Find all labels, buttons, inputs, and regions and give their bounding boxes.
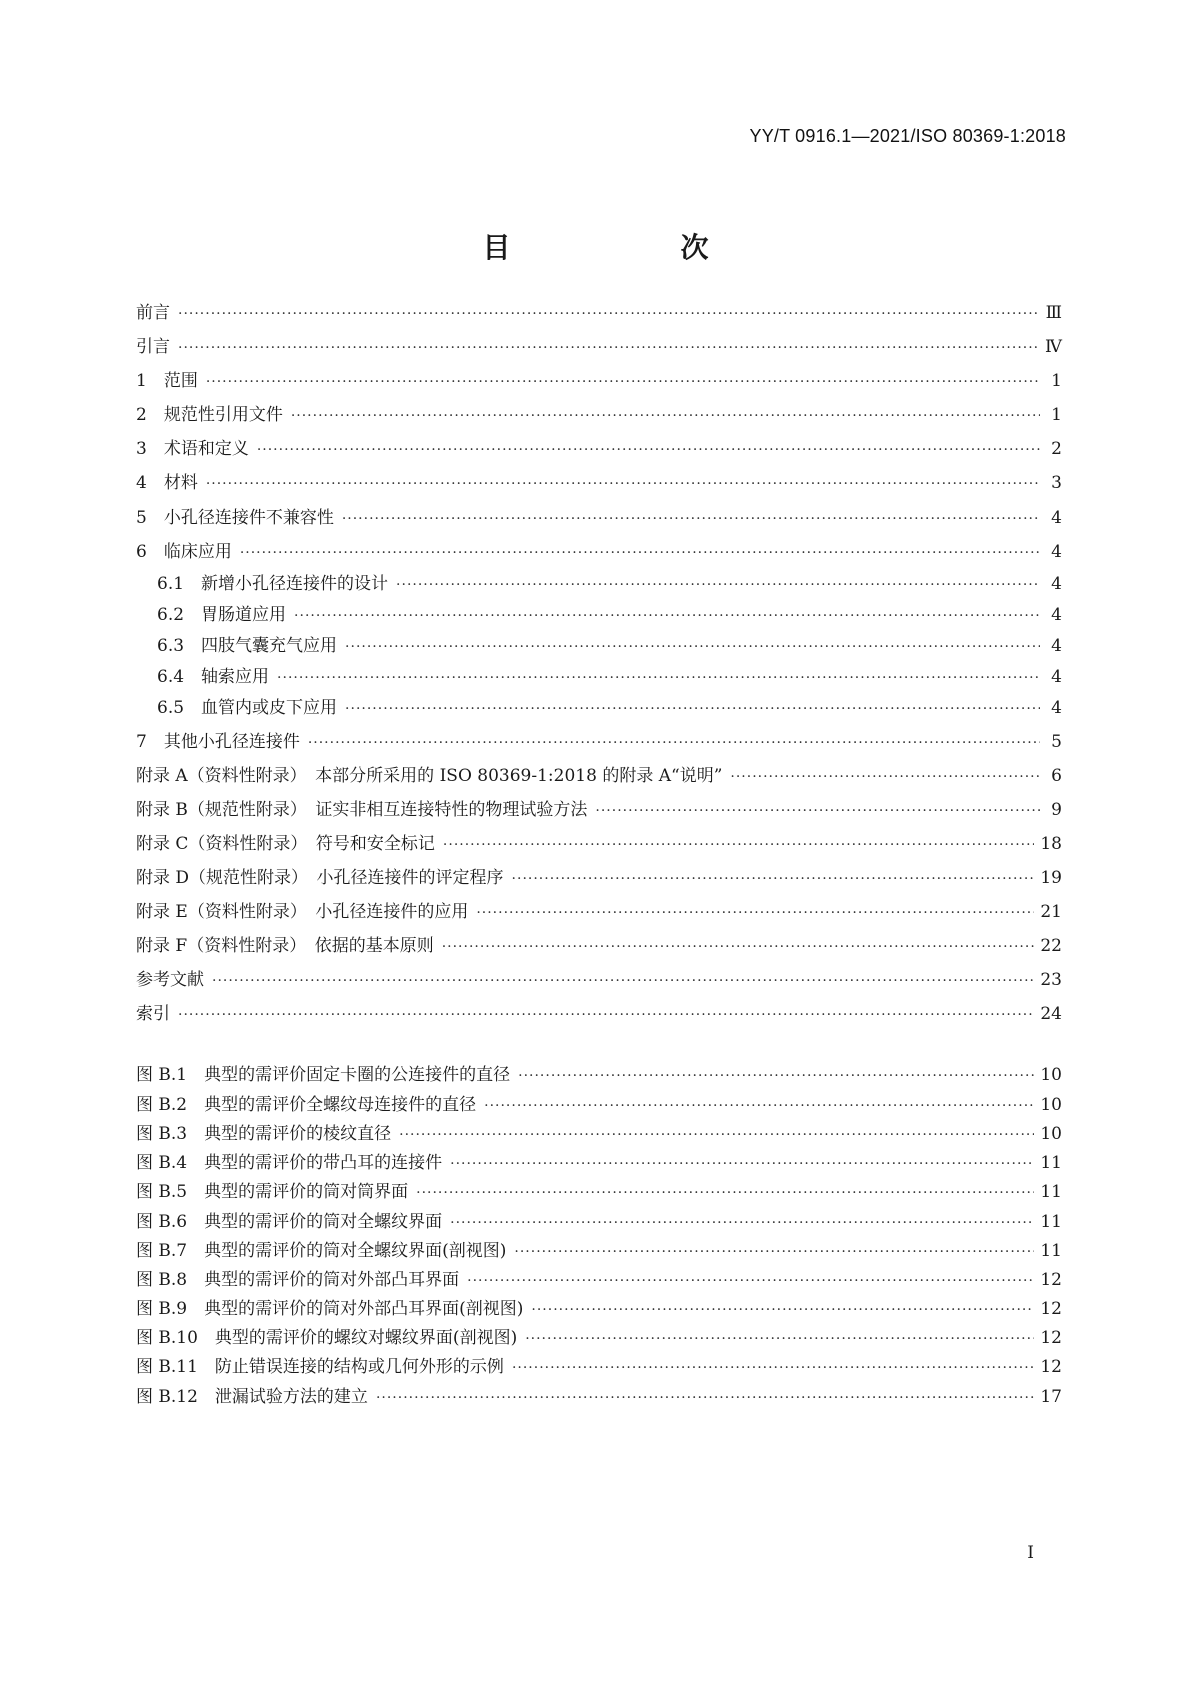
toc-entry-page: 1	[1051, 405, 1062, 425]
toc-entry-label: 2 规范性引用文件	[136, 405, 283, 425]
toc-entry-page: 23	[1040, 970, 1062, 990]
leader-dots	[531, 1299, 1034, 1321]
toc-entry-7[interactable]	[136, 731, 1062, 753]
figure-entry-b1[interactable]	[136, 1064, 1062, 1086]
leader-dots	[514, 1241, 1034, 1263]
figure-entry-b4[interactable]	[136, 1152, 1062, 1174]
figure-entry-page: 12	[1040, 1357, 1062, 1377]
toc-entry-page: 4	[1051, 605, 1062, 625]
leader-dots	[416, 1182, 1034, 1204]
toc-entry-page: 4	[1051, 508, 1062, 528]
leader-dots	[512, 1357, 1034, 1379]
toc-entry-label: 参考文献	[136, 970, 204, 990]
leader-dots	[443, 834, 1034, 856]
toc-entry-page: 2	[1051, 439, 1062, 459]
figure-entry-page: 17	[1040, 1387, 1062, 1407]
toc-entry-annex-a[interactable]	[136, 765, 1062, 787]
figure-entry-b9[interactable]	[136, 1298, 1062, 1320]
toc-entry-label: 6.3 四肢气囊充气应用	[157, 636, 338, 656]
toc-entry-4[interactable]	[136, 472, 1062, 494]
toc-entry-page: 21	[1040, 902, 1062, 922]
toc-entry-label: 附录 D（规范性附录） 小孔径连接件的评定程序	[136, 868, 504, 888]
toc-entry-introduction[interactable]	[136, 336, 1062, 358]
leader-dots	[730, 766, 1040, 788]
toc-entry-6[interactable]	[136, 541, 1062, 563]
figure-entry-b7[interactable]	[136, 1240, 1062, 1262]
toc-entry-page: 24	[1040, 1004, 1062, 1024]
toc-entry-page: 1	[1051, 371, 1062, 391]
leader-dots	[450, 1153, 1034, 1175]
toc-entry-annex-f[interactable]	[136, 935, 1062, 957]
leader-dots	[467, 1270, 1034, 1292]
figure-entry-page: 11	[1040, 1212, 1062, 1232]
toc-entry-page: Ⅳ	[1045, 337, 1062, 357]
toc-entry-annex-d[interactable]	[136, 867, 1062, 889]
toc-entry-label: 前言	[136, 303, 170, 323]
figure-entry-b8[interactable]	[136, 1269, 1062, 1291]
figure-entry-b12[interactable]	[136, 1386, 1062, 1408]
toc-entry-page: 22	[1040, 936, 1062, 956]
figure-entry-page: 10	[1040, 1065, 1062, 1085]
leader-dots	[257, 439, 1040, 461]
toc-entry-label: 引言	[136, 337, 170, 357]
toc-entry-6-4[interactable]	[157, 666, 1062, 688]
toc-entry-label: 附录 F（资料性附录） 依据的基本原则	[136, 936, 434, 956]
page-number: I	[1027, 1543, 1034, 1563]
leader-dots	[450, 1212, 1034, 1234]
leader-dots	[277, 667, 1040, 689]
standard-code: YY/T 0916.1—2021/ISO 80369-1:2018	[749, 126, 1066, 146]
leader-dots	[308, 732, 1040, 754]
figure-entry-b3[interactable]	[136, 1123, 1062, 1145]
figure-entry-b10[interactable]	[136, 1327, 1062, 1349]
toc-entry-annex-c[interactable]	[136, 833, 1062, 855]
figure-entry-b5[interactable]	[136, 1181, 1062, 1203]
leader-dots	[399, 1124, 1034, 1146]
leader-dots	[345, 636, 1040, 658]
toc-entry-label: 5 小孔径连接件不兼容性	[136, 508, 334, 528]
toc-entry-label: 6 临床应用	[136, 542, 232, 562]
leader-dots	[376, 1387, 1034, 1409]
figure-entry-page: 11	[1040, 1182, 1062, 1202]
leader-dots	[518, 1065, 1034, 1087]
leader-dots	[206, 371, 1040, 393]
figure-entry-page: 12	[1040, 1270, 1062, 1290]
page-title: 目 次	[482, 231, 747, 264]
toc-entry-annex-e[interactable]	[136, 901, 1062, 923]
toc-entry-label: 6.1 新增小孔径连接件的设计	[157, 574, 389, 594]
leader-dots	[595, 800, 1040, 822]
leader-dots	[291, 405, 1040, 427]
toc-entry-label: 4 材料	[136, 473, 198, 493]
leader-dots	[178, 1004, 1034, 1026]
leader-dots	[476, 902, 1034, 924]
toc-entry-5[interactable]	[136, 507, 1062, 529]
figure-entry-page: 11	[1040, 1153, 1062, 1173]
toc-entry-page: 4	[1051, 698, 1062, 718]
leader-dots	[345, 698, 1040, 720]
figure-entry-page: 12	[1040, 1299, 1062, 1319]
toc-entry-page: 4	[1051, 667, 1062, 687]
figure-entry-label: 图 B.12 泄漏试验方法的建立	[136, 1387, 368, 1407]
toc-entry-label: 6.4 轴索应用	[157, 667, 270, 687]
figure-entry-label: 图 B.6 典型的需评价的筒对全螺纹界面	[136, 1212, 443, 1232]
leader-dots	[212, 970, 1034, 992]
toc-entry-label: 1 范围	[136, 371, 198, 391]
figure-entry-label: 图 B.4 典型的需评价的带凸耳的连接件	[136, 1153, 443, 1173]
toc-entry-page: 4	[1051, 574, 1062, 594]
toc-entry-3[interactable]	[136, 438, 1062, 460]
figure-entry-b6[interactable]	[136, 1211, 1062, 1233]
toc-entry-page: 5	[1051, 732, 1062, 752]
toc-entry-label: 6.2 胃肠道应用	[157, 605, 287, 625]
figure-entry-page: 12	[1040, 1328, 1062, 1348]
toc-entry-page: 9	[1051, 800, 1062, 820]
toc-entry-page: 3	[1051, 473, 1062, 493]
toc-entry-1[interactable]	[136, 370, 1062, 392]
toc-entry-6-3[interactable]	[157, 635, 1062, 657]
figure-entry-label: 图 B.9 典型的需评价的筒对外部凸耳界面(剖视图)	[136, 1299, 524, 1319]
toc-entry-6-5[interactable]	[157, 697, 1062, 719]
toc-entry-page: 6	[1051, 766, 1062, 786]
toc-entry-page: 19	[1040, 868, 1062, 888]
leader-dots	[206, 473, 1040, 495]
toc-entry-annex-b[interactable]	[136, 799, 1062, 821]
figure-entry-label: 图 B.1 典型的需评价固定卡圈的公连接件的直径	[136, 1065, 511, 1085]
toc-entry-foreword[interactable]	[136, 302, 1062, 324]
figure-entry-page: 10	[1040, 1124, 1062, 1144]
leader-dots	[178, 337, 1039, 359]
toc-entry-page: Ⅲ	[1045, 303, 1062, 323]
leader-dots	[396, 574, 1040, 596]
toc-entry-bibliography[interactable]	[136, 969, 1062, 991]
toc-entry-page: 4	[1051, 636, 1062, 656]
figure-entry-page: 10	[1040, 1095, 1062, 1115]
toc-entry-label: 6.5 血管内或皮下应用	[157, 698, 338, 718]
leader-dots	[484, 1095, 1034, 1117]
toc-entry-index[interactable]	[136, 1003, 1062, 1025]
toc-entry-2[interactable]	[136, 404, 1062, 426]
leader-dots	[294, 605, 1040, 627]
toc-entry-label: 附录 C（资料性附录） 符号和安全标记	[136, 834, 435, 854]
figure-entry-label: 图 B.5 典型的需评价的筒对筒界面	[136, 1182, 409, 1202]
toc-entry-label: 附录 A（资料性附录） 本部分所采用的 ISO 80369-1:2018 的附录 A“说明”	[136, 766, 723, 786]
figure-entry-b2[interactable]	[136, 1094, 1062, 1116]
figure-entry-label: 图 B.7 典型的需评价的筒对全螺纹界面(剖视图)	[136, 1241, 507, 1261]
figure-entry-page: 11	[1040, 1241, 1062, 1261]
figure-entry-label: 图 B.2 典型的需评价全螺纹母连接件的直径	[136, 1095, 477, 1115]
toc-entry-6-1[interactable]	[157, 573, 1062, 595]
figure-entry-b11[interactable]	[136, 1356, 1062, 1378]
leader-dots	[512, 868, 1035, 890]
toc-entry-page: 18	[1040, 834, 1062, 854]
leader-dots	[342, 508, 1040, 530]
toc-entry-label: 3 术语和定义	[136, 439, 249, 459]
toc-entry-label: 附录 B（规范性附录） 证实非相互连接特性的物理试验方法	[136, 800, 588, 820]
toc-entry-label: 索引	[136, 1004, 170, 1024]
leader-dots	[442, 936, 1035, 958]
figure-entry-label: 图 B.11 防止错误连接的结构或几何外形的示例	[136, 1357, 504, 1377]
leader-dots	[178, 303, 1040, 325]
leader-dots	[240, 542, 1040, 564]
figure-entry-label: 图 B.10 典型的需评价的螺纹对螺纹界面(剖视图)	[136, 1328, 518, 1348]
figure-entry-label: 图 B.3 典型的需评价的棱纹直径	[136, 1124, 392, 1144]
toc-entry-label: 7 其他小孔径连接件	[136, 732, 300, 752]
figure-entry-label: 图 B.8 典型的需评价的筒对外部凸耳界面	[136, 1270, 460, 1290]
toc-entry-page: 4	[1051, 542, 1062, 562]
toc-entry-label: 附录 E（资料性附录） 小孔径连接件的应用	[136, 902, 469, 922]
leader-dots	[525, 1328, 1034, 1350]
toc-entry-6-2[interactable]	[157, 604, 1062, 626]
